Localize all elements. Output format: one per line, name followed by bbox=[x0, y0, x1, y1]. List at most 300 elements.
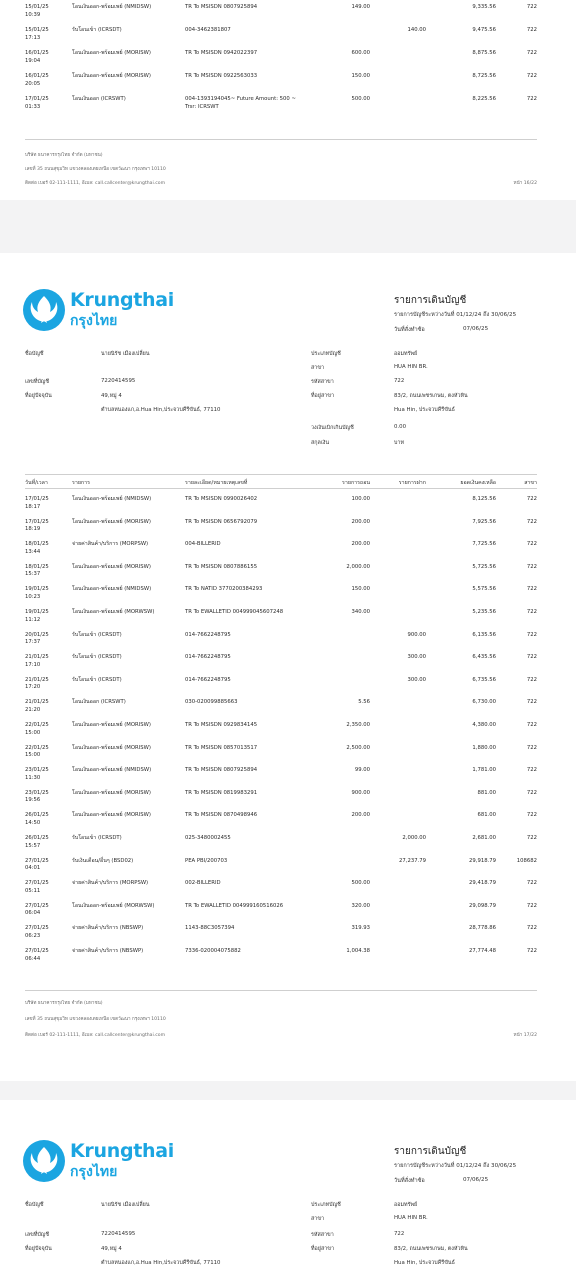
cell-date-value: 16/01/25 bbox=[25, 73, 49, 79]
print-date-label: วันที่สั่งทำซ้อ bbox=[394, 1178, 425, 1184]
cell-desc: จ่ายค่าสินค้า/บริการ (MORPSW) bbox=[72, 880, 149, 887]
table-row bbox=[0, 632, 576, 654]
krungthai-bird-icon bbox=[22, 1139, 66, 1183]
info-value: 0.00 bbox=[394, 424, 407, 430]
cell-withdraw: 200.00 bbox=[351, 541, 370, 548]
cell-detail: TR To MSISDN 0857013517 bbox=[185, 744, 258, 751]
cell-detail: TR To MSISDN 0870498946 bbox=[185, 812, 258, 819]
cell-withdraw: 5.56 bbox=[358, 699, 370, 706]
cell-balance: 9,335.56 bbox=[472, 4, 496, 10]
cell-desc: รับโอนเข้า (ICRSDT) bbox=[72, 676, 122, 683]
cell-branch: 722 bbox=[526, 518, 537, 525]
statement-page-16 bbox=[0, 0, 576, 200]
table-row bbox=[0, 925, 576, 947]
krungthai-logo bbox=[22, 287, 172, 333]
table-top-rule bbox=[25, 474, 537, 475]
cell-time-value: 14:50 bbox=[25, 819, 41, 826]
cell-detail: 002-BILLERID bbox=[185, 880, 221, 887]
cell-time-value: 17:13 bbox=[25, 34, 41, 41]
cell-detail: TR To MSISDN 0656792079 bbox=[185, 518, 258, 525]
cell-detail: 004-1393194045~ Future Amount: 500 ~ Trsr: ICRSWT bbox=[185, 96, 296, 110]
cell-detail: PEA PBI/200703 bbox=[185, 857, 228, 864]
table-row bbox=[0, 948, 576, 970]
cell-withdraw: 900.00 bbox=[351, 789, 370, 796]
cell-date-value: 17/01/25 bbox=[25, 96, 49, 102]
krungthai-logo bbox=[22, 1138, 172, 1184]
footer-contact: ติดต่อ เบอร์ 02-111-1111, อีเมล: call.callcenter@krungthai.com bbox=[25, 181, 166, 186]
cell-withdraw: 500.00 bbox=[351, 880, 370, 887]
cell-time-value: 20:05 bbox=[25, 80, 41, 87]
info-label: ประเภทบัญชี bbox=[311, 1202, 341, 1208]
table-row bbox=[0, 564, 576, 586]
info-value: 83/2, ถนนเพชรเกษม, ตงหัวหิน bbox=[394, 1246, 468, 1252]
info-value: HUA HIN BR. bbox=[394, 1215, 428, 1221]
info-value: ตำบลหนองแก,อ.Hua Hin,ประจวบคีรีขันธ์, 77110 bbox=[101, 1260, 221, 1266]
cell-date-value: 27/01/25 bbox=[25, 925, 49, 932]
cell-withdraw: 319.93 bbox=[351, 925, 370, 932]
cell-date bbox=[25, 699, 65, 714]
cell-detail: TR To MSISDN 0942022397 bbox=[185, 50, 258, 56]
cell-date bbox=[25, 722, 65, 737]
cell-withdraw: 2,350.00 bbox=[346, 722, 370, 728]
cell-balance: 1,781.00 bbox=[472, 767, 496, 774]
cell-desc: โอนเงินออก-พร้อมเพย์ (MORISW) bbox=[72, 744, 151, 751]
cell-branch: 722 bbox=[526, 96, 537, 102]
col-deposit: รายการฝาก bbox=[398, 480, 426, 486]
cell-withdraw: 500.00 bbox=[351, 96, 370, 102]
statement-period: รายการบัญชีระหว่างวันที่ 01/12/24 ถึง 30/06/25 bbox=[394, 1163, 517, 1169]
cell-date-value: 21/01/25 bbox=[25, 676, 49, 683]
cell-balance: 29,098.79 bbox=[469, 902, 496, 909]
cell-detail: TR To MSISDN 0922563033 bbox=[185, 73, 258, 79]
cell-date bbox=[25, 96, 65, 111]
cell-branch: 722 bbox=[526, 586, 537, 593]
cell-date-value: 21/01/25 bbox=[25, 654, 49, 661]
cell-date-value: 27/01/25 bbox=[25, 902, 49, 909]
cell-date-value: 27/01/25 bbox=[25, 880, 49, 887]
cell-deposit: 140.00 bbox=[407, 27, 426, 33]
krungthai-bird-icon bbox=[22, 288, 66, 332]
page-number: หน้า 17/22 bbox=[513, 1033, 537, 1038]
cell-desc: จ่ายค่าสินค้า/บริการ (MORPSW) bbox=[72, 541, 149, 548]
info-value: 722 bbox=[394, 1231, 405, 1237]
cell-branch: 722 bbox=[526, 812, 537, 819]
info-value: HUA HIN BR. bbox=[394, 364, 428, 370]
cell-balance: 27,774.48 bbox=[469, 948, 496, 954]
cell-desc: รับโอนเข้า (ICRSDT) bbox=[72, 631, 122, 638]
cell-branch: 722 bbox=[526, 631, 537, 638]
statement-page-17 bbox=[0, 253, 576, 1081]
cell-balance: 881.00 bbox=[477, 789, 496, 796]
cell-branch: 722 bbox=[526, 925, 537, 932]
logo-text-th: กรุงไทย bbox=[70, 1164, 118, 1180]
cell-detail: 7336-020004075882 bbox=[185, 948, 241, 954]
cell-detail: TR To MSISDN 0807925894 bbox=[185, 767, 258, 774]
table-header-rule bbox=[25, 488, 537, 489]
cell-detail: TR To NATID 3770200384293 bbox=[185, 586, 263, 593]
cell-balance: 9,475.56 bbox=[472, 27, 496, 33]
statement-title: รายการเดินบัญชี bbox=[394, 1146, 467, 1157]
table-row bbox=[0, 790, 576, 812]
cell-date-value: 26/01/25 bbox=[25, 835, 49, 841]
info-label: รหัสสาขา bbox=[311, 379, 334, 385]
table-row bbox=[0, 519, 576, 541]
table-row bbox=[0, 858, 576, 880]
info-value: 49,หมู่ 4 bbox=[101, 1246, 122, 1252]
col-balance: ยอดเงินคงเหลือ bbox=[460, 480, 496, 486]
col-desc: รายการ bbox=[72, 480, 90, 486]
logo-text-th: กรุงไทย bbox=[70, 313, 118, 329]
info-label: เลขที่บัญชี bbox=[25, 1232, 50, 1238]
cell-balance: 8,225.56 bbox=[472, 96, 496, 102]
cell-date bbox=[25, 948, 65, 963]
footer-contact: ติดต่อ เบอร์ 02-111-1111, อีเมล: call.callcenter@krungthai.com bbox=[25, 1033, 166, 1038]
cell-time-value: 18:19 bbox=[25, 526, 41, 533]
cell-date bbox=[25, 609, 65, 624]
cell-desc: โอนเงินออก-พร้อมเพย์ (NMIDSW) bbox=[72, 496, 152, 502]
cell-withdraw: 340.00 bbox=[351, 609, 370, 615]
cell-desc: โอนเงินออก-พร้อมเพย์ (NMIDSW) bbox=[72, 4, 152, 10]
cell-time-value: 05:11 bbox=[25, 887, 41, 894]
cell-time-value: 17:20 bbox=[25, 684, 41, 691]
cell-date-value: 23/01/25 bbox=[25, 767, 49, 774]
cell-branch: 722 bbox=[526, 4, 537, 10]
cell-time-value: 17:37 bbox=[25, 639, 41, 646]
cell-time-value: 21:20 bbox=[25, 706, 41, 713]
cell-desc: รับโอนเข้า (ICRSDT) bbox=[72, 835, 122, 841]
info-label: ที่อยู่ปัจจุบัน bbox=[25, 1246, 52, 1252]
cell-deposit: 2,000.00 bbox=[402, 835, 426, 841]
cell-desc: โอนเงินออก (ICRSWT) bbox=[72, 699, 126, 706]
cell-desc: รับโอนเข้า (ICRSDT) bbox=[72, 27, 122, 33]
cell-desc: จ่ายค่าสินค้า/บริการ (NBSWP) bbox=[72, 925, 144, 932]
cell-balance: 5,575.56 bbox=[472, 586, 496, 593]
cell-balance: 5,235.56 bbox=[472, 609, 496, 615]
col-detail: รายละเอียด/หมายเหตุเลขที่ bbox=[185, 480, 248, 486]
cell-date-value: 20/01/25 bbox=[25, 631, 49, 638]
cell-detail: TR To MSISDN 0807886155 bbox=[185, 563, 258, 570]
cell-date-value: 19/01/25 bbox=[25, 609, 49, 615]
footer-company: บริษัท ธนาคารกรุงไทย จำกัด (มหาชน) bbox=[25, 1001, 103, 1006]
cell-withdraw: 320.00 bbox=[351, 902, 370, 909]
cell-desc: โอนเงินออก-พร้อมเพย์ (MORISW) bbox=[72, 812, 151, 819]
cell-branch: 722 bbox=[526, 948, 537, 954]
cell-balance: 681.00 bbox=[477, 812, 496, 819]
info-value: ตำบลหนองแก,อ.Hua Hin,ประจวบคีรีขันธ์, 77110 bbox=[101, 407, 221, 413]
info-label: สกุลเงิน bbox=[311, 440, 330, 446]
cell-date bbox=[25, 50, 65, 65]
cell-date bbox=[25, 767, 65, 782]
cell-date-value: 27/01/25 bbox=[25, 857, 49, 864]
table-row bbox=[0, 745, 576, 767]
cell-date bbox=[25, 27, 65, 42]
cell-desc: โอนเงินออก-พร้อมเพย์ (NMIDSW) bbox=[72, 586, 152, 593]
cell-date bbox=[25, 925, 65, 940]
cell-date-value: 18/01/25 bbox=[25, 541, 49, 548]
cell-date bbox=[25, 835, 65, 850]
cell-detail: 030-020099885663 bbox=[185, 699, 238, 706]
cell-date-value: 15/01/25 bbox=[25, 4, 49, 10]
info-value: บาท bbox=[394, 440, 405, 446]
logo-text-en: Krungthai bbox=[70, 289, 174, 311]
table-row bbox=[0, 880, 576, 902]
cell-time-value: 15:57 bbox=[25, 842, 41, 849]
cell-time-value: 11:12 bbox=[25, 616, 41, 623]
page-number: หน้า 16/22 bbox=[513, 181, 537, 186]
cell-withdraw: 100.00 bbox=[351, 496, 370, 502]
cell-detail: 025-3480002455 bbox=[185, 835, 231, 841]
cell-balance: 8,875.56 bbox=[472, 50, 496, 56]
info-value: Hua Hin, ประจวบคีรีขันธ์ bbox=[394, 407, 455, 413]
cell-date bbox=[25, 858, 65, 873]
logo-text-en: Krungthai bbox=[70, 1140, 174, 1162]
cell-time-value: 04:01 bbox=[25, 865, 41, 872]
info-label: ที่อยู่ปัจจุบัน bbox=[25, 393, 52, 399]
cell-branch: 108682 bbox=[516, 857, 537, 864]
table-row bbox=[0, 654, 576, 676]
cell-branch: 722 bbox=[526, 835, 537, 841]
cell-detail: TR To EWALLETID 004999160516026 bbox=[185, 902, 284, 909]
cell-time-value: 15:37 bbox=[25, 571, 41, 578]
cell-desc: โอนเงินออก-พร้อมเพย์ (MORWSW) bbox=[72, 609, 155, 615]
cell-branch: 722 bbox=[526, 654, 537, 661]
cell-date bbox=[25, 586, 65, 601]
cell-deposit: 300.00 bbox=[407, 676, 426, 683]
cell-branch: 722 bbox=[526, 722, 537, 728]
cell-branch: 722 bbox=[526, 27, 537, 33]
cell-branch: 722 bbox=[526, 73, 537, 79]
cell-deposit: 27,237.79 bbox=[399, 857, 426, 864]
cell-withdraw: 149.00 bbox=[351, 4, 370, 10]
statement-period: รายการบัญชีระหว่างวันที่ 01/12/24 ถึง 30/06/25 bbox=[394, 312, 517, 318]
cell-time-value: 19:56 bbox=[25, 797, 41, 804]
col-branch: สาขา bbox=[524, 480, 537, 486]
cell-desc: โอนเงินออก-พร้อมเพย์ (NMIDSW) bbox=[72, 767, 152, 774]
table-row bbox=[0, 73, 576, 95]
cell-time-value: 15:00 bbox=[25, 752, 41, 759]
cell-balance: 29,418.79 bbox=[469, 880, 496, 887]
cell-time-value: 19:04 bbox=[25, 57, 41, 64]
info-value: 83/2, ถนนเพชรเกษม, ตงหัวหิน bbox=[394, 393, 468, 399]
cell-deposit: 900.00 bbox=[407, 631, 426, 638]
cell-balance: 8,725.56 bbox=[472, 73, 496, 79]
cell-date bbox=[25, 496, 65, 511]
table-row bbox=[0, 699, 576, 721]
cell-desc: โอนเงินออก-พร้อมเพย์ (MORISW) bbox=[72, 789, 151, 796]
cell-desc: โอนเงินออก-พร้อมเพย์ (MORWSW) bbox=[72, 902, 155, 909]
cell-branch: 722 bbox=[526, 676, 537, 683]
cell-date-value: 27/01/25 bbox=[25, 948, 49, 954]
cell-branch: 722 bbox=[526, 541, 537, 548]
table-row bbox=[0, 609, 576, 631]
cell-date bbox=[25, 812, 65, 827]
cell-withdraw: 600.00 bbox=[351, 50, 370, 56]
cell-withdraw: 200.00 bbox=[351, 518, 370, 525]
cell-balance: 6,730.00 bbox=[472, 699, 496, 706]
table-row bbox=[0, 4, 576, 26]
cell-balance: 4,380.00 bbox=[472, 722, 496, 728]
cell-date bbox=[25, 903, 65, 918]
cell-desc: จ่ายค่าสินค้า/บริการ (NBSWP) bbox=[72, 948, 144, 954]
cell-date-value: 19/01/25 bbox=[25, 586, 49, 593]
cell-date bbox=[25, 541, 65, 556]
footer-address: เลขที่ 35 ถนนสุขุมวิท แขวงคลองเตยเหนือ เขตวัฒนา กรุงเทพฯ 10110 bbox=[25, 167, 166, 172]
cell-date-value: 15/01/25 bbox=[25, 27, 49, 33]
print-date: 07/06/25 bbox=[463, 1177, 489, 1183]
cell-date bbox=[25, 880, 65, 895]
cell-time-value: 10:23 bbox=[25, 593, 41, 600]
info-value: 7220414595 bbox=[101, 1231, 136, 1237]
cell-branch: 722 bbox=[526, 744, 537, 751]
info-label: ที่อยู่สาขา bbox=[311, 393, 334, 399]
info-label: เลขที่บัญชี bbox=[25, 379, 50, 385]
table-row bbox=[0, 722, 576, 744]
cell-branch: 722 bbox=[526, 609, 537, 615]
cell-date bbox=[25, 564, 65, 579]
cell-balance: 6,735.56 bbox=[472, 676, 496, 683]
cell-desc: โอนเงินออก (ICRSWT) bbox=[72, 96, 126, 102]
cell-desc: โอนเงินออก-พร้อมเพย์ (MORISW) bbox=[72, 73, 151, 79]
divider bbox=[25, 990, 537, 991]
cell-date-value: 16/01/25 bbox=[25, 50, 49, 56]
table-row bbox=[0, 586, 576, 608]
cell-withdraw: 150.00 bbox=[351, 73, 370, 79]
cell-withdraw: 150.00 bbox=[351, 586, 370, 593]
cell-withdraw: 2,000.00 bbox=[346, 563, 370, 570]
cell-branch: 722 bbox=[526, 880, 537, 887]
cell-balance: 7,925.56 bbox=[472, 518, 496, 525]
cell-date bbox=[25, 654, 65, 669]
cell-time-value: 18:17 bbox=[25, 503, 41, 510]
cell-date bbox=[25, 790, 65, 805]
cell-date bbox=[25, 677, 65, 692]
info-value: นายนิรัช เมืองเปลี่ยน bbox=[101, 1202, 150, 1208]
print-date: 07/06/25 bbox=[463, 326, 489, 332]
cell-time-value: 11:30 bbox=[25, 774, 41, 781]
cell-balance: 28,778.86 bbox=[469, 925, 496, 932]
table-row bbox=[0, 496, 576, 518]
cell-withdraw: 1,004.38 bbox=[346, 948, 370, 954]
table-row bbox=[0, 50, 576, 72]
cell-time-value: 06:04 bbox=[25, 910, 41, 917]
footer-company: บริษัท ธนาคารกรุงไทย จำกัด (มหาชน) bbox=[25, 153, 103, 158]
cell-branch: 722 bbox=[526, 789, 537, 796]
cell-time-value: 06:44 bbox=[25, 955, 41, 962]
cell-detail: 014-7662248795 bbox=[185, 631, 231, 638]
info-value: นายนิรัช เมืองเปลี่ยน bbox=[101, 351, 150, 357]
cell-date-value: 22/01/25 bbox=[25, 744, 49, 751]
cell-date-value: 26/01/25 bbox=[25, 812, 49, 819]
cell-branch: 722 bbox=[526, 767, 537, 774]
cell-detail: 014-7662248795 bbox=[185, 676, 231, 683]
cell-detail: 014-7662248795 bbox=[185, 654, 231, 661]
cell-time-value: 01:33 bbox=[25, 103, 41, 110]
divider bbox=[25, 139, 537, 140]
cell-balance: 1,880.00 bbox=[472, 744, 496, 751]
cell-branch: 722 bbox=[526, 563, 537, 570]
info-value: ออมทรัพย์ bbox=[394, 1202, 418, 1208]
cell-balance: 2,681.00 bbox=[472, 835, 496, 841]
cell-time-value: 10:39 bbox=[25, 11, 41, 18]
info-value: ออมทรัพย์ bbox=[394, 351, 418, 357]
cell-balance: 8,125.56 bbox=[472, 496, 496, 502]
cell-withdraw: 200.00 bbox=[351, 812, 370, 819]
info-value: Hua Hin, ประจวบคีรีขันธ์ bbox=[394, 1260, 455, 1266]
info-value: 722 bbox=[394, 378, 405, 384]
cell-date-value: 22/01/25 bbox=[25, 722, 49, 728]
cell-balance: 7,725.56 bbox=[472, 541, 496, 548]
info-label: ชื่อบัญชี bbox=[25, 1202, 44, 1208]
cell-desc: รับโอนเข้า (ICRSDT) bbox=[72, 654, 122, 661]
cell-date-value: 17/01/25 bbox=[25, 518, 49, 525]
cell-desc: โอนเงินออก-พร้อมเพย์ (MORISW) bbox=[72, 722, 151, 728]
cell-time-value: 06:23 bbox=[25, 932, 41, 939]
cell-balance: 6,435.56 bbox=[472, 654, 496, 661]
cell-balance: 6,135.56 bbox=[472, 631, 496, 638]
info-value: 7220414595 bbox=[101, 378, 136, 384]
cell-date bbox=[25, 4, 65, 19]
cell-date bbox=[25, 519, 65, 534]
cell-branch: 722 bbox=[526, 699, 537, 706]
cell-date bbox=[25, 73, 65, 88]
info-label: สาขา bbox=[311, 1216, 325, 1222]
info-label: สาขา bbox=[311, 365, 325, 371]
cell-detail: TR To MSISDN 0819983291 bbox=[185, 789, 258, 796]
info-label: ชื่อบัญชี bbox=[25, 351, 44, 357]
table-row bbox=[0, 903, 576, 925]
cell-branch: 722 bbox=[526, 902, 537, 909]
cell-date-value: 17/01/25 bbox=[25, 496, 49, 502]
cell-detail: TR To MSISDN 0807925894 bbox=[185, 4, 258, 10]
statement-title: รายการเดินบัญชี bbox=[394, 295, 467, 306]
cell-desc: โอนเงินออก-พร้อมเพย์ (MORISW) bbox=[72, 50, 151, 56]
cell-desc: โอนเงินออก-พร้อมเพย์ (MORISW) bbox=[72, 518, 151, 525]
cell-balance: 5,725.56 bbox=[472, 563, 496, 570]
table-row bbox=[0, 812, 576, 834]
table-row bbox=[0, 541, 576, 563]
footer-address: เลขที่ 35 ถนนสุขุมวิท แขวงคลองเตยเหนือ เขตวัฒนา กรุงเทพฯ 10110 bbox=[25, 1017, 166, 1022]
table-row bbox=[0, 835, 576, 857]
cell-date-value: 23/01/25 bbox=[25, 789, 49, 796]
table-row bbox=[0, 767, 576, 789]
cell-time-value: 15:00 bbox=[25, 729, 41, 736]
info-value: 49,หมู่ 4 bbox=[101, 393, 122, 399]
cell-detail: TR To EWALLETID 004999045607248 bbox=[185, 609, 284, 615]
cell-detail: TR To MSISDN 0929834145 bbox=[185, 722, 258, 728]
table-row bbox=[0, 27, 576, 49]
cell-desc: โอนเงินออก-พร้อมเพย์ (MORISW) bbox=[72, 563, 151, 570]
cell-branch: 722 bbox=[526, 496, 537, 502]
cell-branch: 722 bbox=[526, 50, 537, 56]
col-withdraw: รายการถอน bbox=[342, 480, 370, 486]
cell-detail: 1143-88C3057394 bbox=[185, 925, 235, 932]
cell-balance: 29,918.79 bbox=[469, 857, 496, 864]
info-label: ที่อยู่สาขา bbox=[311, 1246, 334, 1252]
cell-date-value: 18/01/25 bbox=[25, 563, 49, 570]
info-label: ประเภทบัญชี bbox=[311, 351, 341, 357]
table-row bbox=[0, 677, 576, 699]
cell-time-value: 13:44 bbox=[25, 548, 41, 555]
cell-date bbox=[25, 745, 65, 760]
cell-time-value: 17:10 bbox=[25, 661, 41, 668]
statement-page-18 bbox=[0, 1100, 576, 1280]
cell-withdraw: 99.00 bbox=[354, 767, 370, 774]
cell-detail: 004-BILLERID bbox=[185, 541, 221, 548]
info-label: วงเงินเบิกเกินบัญชี bbox=[311, 425, 354, 431]
print-date-label: วันที่สั่งทำซ้อ bbox=[394, 327, 425, 333]
col-date: วันที่/เวลา bbox=[25, 480, 48, 486]
cell-withdraw: 2,500.00 bbox=[346, 744, 370, 751]
